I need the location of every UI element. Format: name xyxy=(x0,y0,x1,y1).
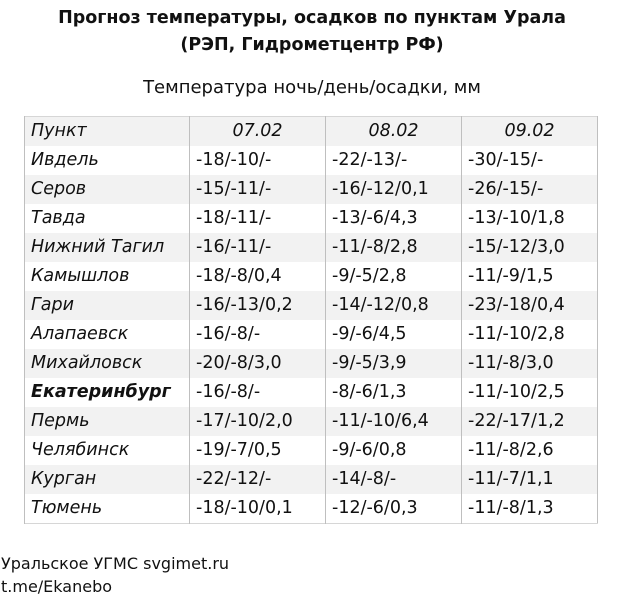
point-name-cell: Алапаевск xyxy=(25,320,190,349)
forecast-cell: -11/-8/1,3 xyxy=(462,494,598,524)
forecast-cell: -9/-5/3,9 xyxy=(326,349,462,378)
forecast-cell: -11/-10/6,4 xyxy=(326,407,462,436)
point-name-cell: Ивдель xyxy=(25,146,190,175)
forecast-cell: -18/-10/- xyxy=(190,146,326,175)
table-row xyxy=(25,175,598,204)
forecast-cell: -22/-12/- xyxy=(190,465,326,494)
point-name-cell: Екатеринбург xyxy=(25,378,190,407)
forecast-cell: -20/-8/3,0 xyxy=(190,349,326,378)
forecast-cell: -22/-17/1,2 xyxy=(462,407,598,436)
point-name-cell: Курган xyxy=(25,465,190,494)
table-row xyxy=(25,494,598,524)
forecast-cell: -11/-8/3,0 xyxy=(462,349,598,378)
point-name-cell: Пермь xyxy=(25,407,190,436)
table-row xyxy=(25,146,598,175)
forecast-cell: -18/-10/0,1 xyxy=(190,494,326,524)
forecast-cell: -14/-12/0,8 xyxy=(326,291,462,320)
table-row xyxy=(25,320,598,349)
table-row xyxy=(25,262,598,291)
point-name-cell: Камышлов xyxy=(25,262,190,291)
forecast-cell: -11/-7/1,1 xyxy=(462,465,598,494)
forecast-cell: -9/-6/0,8 xyxy=(326,436,462,465)
forecast-cell: -11/-8/2,8 xyxy=(326,233,462,262)
title-line-1: Прогноз температуры, осадков по пунктам Урала xyxy=(58,8,566,28)
table-row xyxy=(25,233,598,262)
table-body xyxy=(25,146,598,524)
point-name-cell: Михайловск xyxy=(25,349,190,378)
forecast-cell: -12/-6/0,3 xyxy=(326,494,462,524)
table-row xyxy=(25,291,598,320)
footer-link: t.me/Ekanebo xyxy=(1,577,113,596)
forecast-cell: -23/-18/0,4 xyxy=(462,291,598,320)
forecast-cell: -17/-10/2,0 xyxy=(190,407,326,436)
forecast-cell: -13/-6/4,3 xyxy=(326,204,462,233)
header-date: 08.02 xyxy=(326,117,462,147)
forecast-cell: -14/-8/- xyxy=(326,465,462,494)
forecast-cell: -16/-11/- xyxy=(190,233,326,262)
forecast-cell: -16/-8/- xyxy=(190,378,326,407)
table-header-row xyxy=(25,117,598,147)
point-name-cell: Нижний Тагил xyxy=(25,233,190,262)
forecast-cell: -9/-5/2,8 xyxy=(326,262,462,291)
forecast-cell: -8/-6/1,3 xyxy=(326,378,462,407)
forecast-cell: -26/-15/- xyxy=(462,175,598,204)
table-row xyxy=(25,436,598,465)
forecast-cell: -11/-8/2,6 xyxy=(462,436,598,465)
table-row xyxy=(25,465,598,494)
forecast-cell: -11/-10/2,8 xyxy=(462,320,598,349)
forecast-cell: -15/-12/3,0 xyxy=(462,233,598,262)
table-row xyxy=(25,378,598,407)
forecast-cell: -9/-6/4,5 xyxy=(326,320,462,349)
forecast-cell: -11/-9/1,5 xyxy=(462,262,598,291)
table-subtitle: Температура ночь/день/осадки, мм xyxy=(143,77,481,98)
forecast-cell: -19/-7/0,5 xyxy=(190,436,326,465)
point-name-cell: Серов xyxy=(25,175,190,204)
forecast-cell: -16/-13/0,2 xyxy=(190,291,326,320)
header-date: 09.02 xyxy=(462,117,598,147)
header-date: 07.02 xyxy=(190,117,326,147)
table-row xyxy=(25,204,598,233)
forecast-cell: -13/-10/1,8 xyxy=(462,204,598,233)
point-name-cell: Челябинск xyxy=(25,436,190,465)
table-row xyxy=(25,407,598,436)
forecast-cell: -18/-11/- xyxy=(190,204,326,233)
forecast-cell: -11/-10/2,5 xyxy=(462,378,598,407)
title-line-2: (РЭП, Гидрометцентр РФ) xyxy=(180,35,444,55)
point-name-cell: Гари xyxy=(25,291,190,320)
forecast-cell: -22/-13/- xyxy=(326,146,462,175)
forecast-cell: -15/-11/- xyxy=(190,175,326,204)
point-name-cell: Тавда xyxy=(25,204,190,233)
forecast-cell: -16/-8/- xyxy=(190,320,326,349)
header-point: Пункт xyxy=(25,117,190,147)
forecast-cell: -16/-12/0,1 xyxy=(326,175,462,204)
footer-source: Уральское УГМС svgimet.ru xyxy=(1,554,230,573)
table-row xyxy=(25,349,598,378)
forecast-cell: -30/-15/- xyxy=(462,146,598,175)
point-name-cell: Тюмень xyxy=(25,494,190,524)
forecast-cell: -18/-8/0,4 xyxy=(190,262,326,291)
forecast-table xyxy=(24,116,598,524)
